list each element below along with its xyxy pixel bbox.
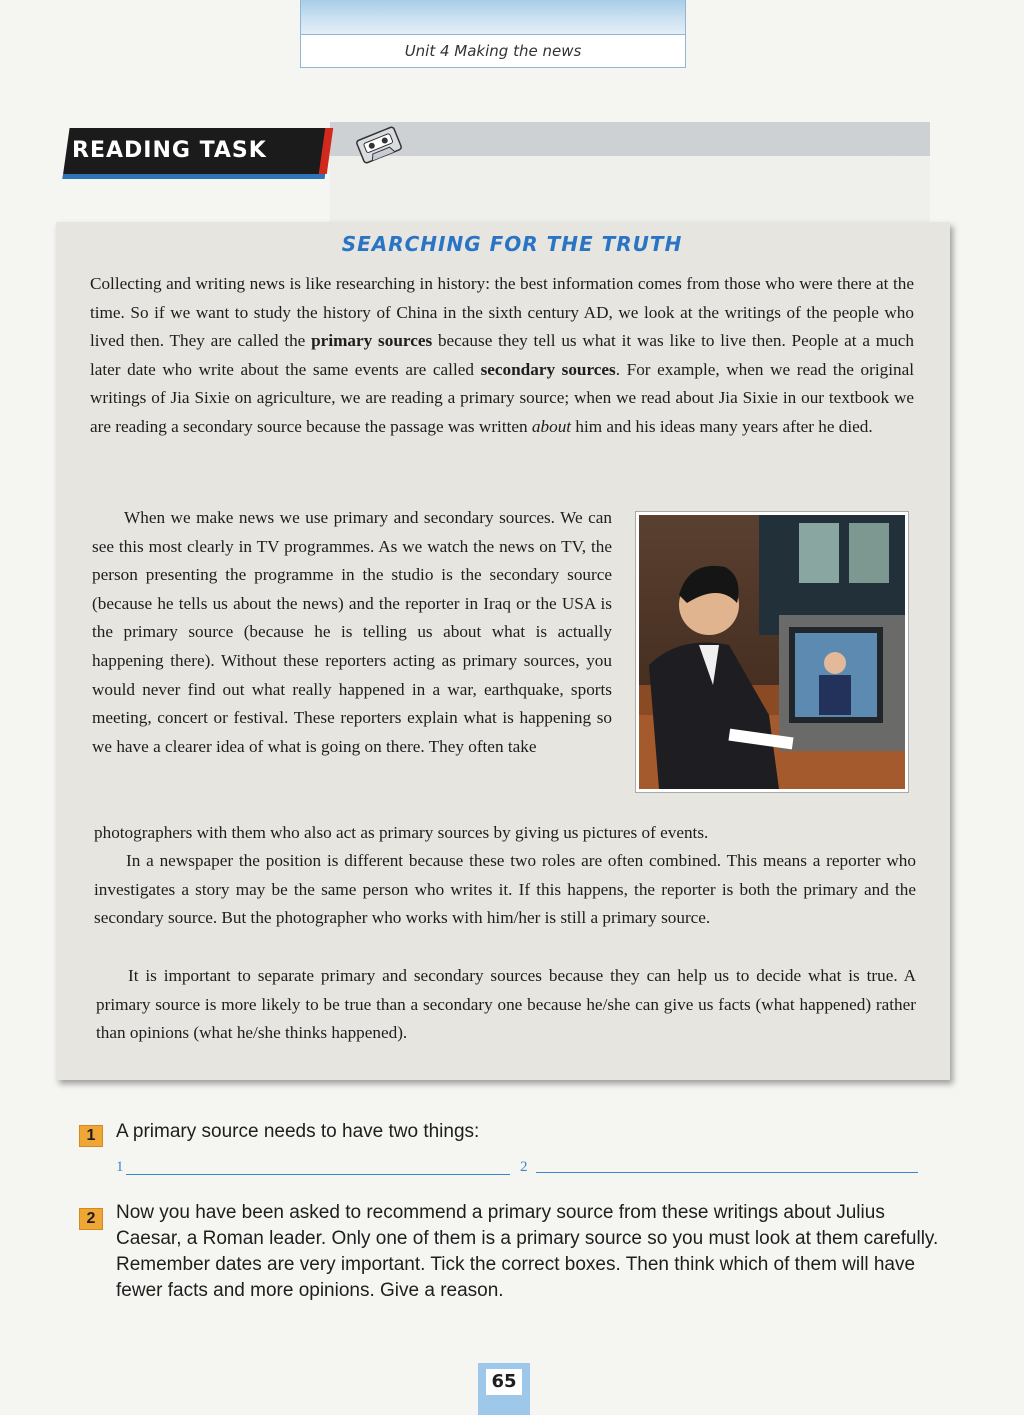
question-1-badge: 1 bbox=[79, 1125, 103, 1147]
paragraph-3: In a newspaper the position is different because these two roles are often combined. This means a reporter who investigates a story may be the same person who writes it. If this happens, the reporter is both the primary and the secondary source. But the photographer who works with him/her is still a primary source. bbox=[94, 851, 916, 928]
page-number: 65 bbox=[486, 1369, 522, 1395]
answer-2-line[interactable] bbox=[536, 1172, 918, 1173]
page-number-tab bbox=[478, 1363, 530, 1415]
answer-1-line[interactable] bbox=[126, 1174, 510, 1175]
paragraph-4: It is important to separate primary and secondary sources because they can help us to decide what is true. A primary source is more likely to be true than a secondary one because he/she can give us facts (what happened) rather than opinions (what he/she thinks happened). bbox=[96, 966, 916, 1043]
answer-2-label: 2 bbox=[520, 1159, 528, 1175]
reading-task-label: READING TASK bbox=[72, 138, 267, 163]
unit-header bbox=[300, 0, 686, 68]
question-2-badge: 2 bbox=[79, 1208, 103, 1230]
answer-1-label: 1 bbox=[116, 1159, 124, 1175]
news-studio-photo bbox=[636, 512, 908, 792]
article-title: SEARCHING FOR THE TRUTH bbox=[341, 232, 683, 256]
question-2-text: Now you have been asked to recommend a primary source from these writings about Julius Caesar, a Roman leader. Only one of them is a primary source so you must look at them carefully. Remember dates are very important. Tick the correct boxes. Then think which of them will have fewer facts and more opinions. Give a reason. bbox=[116, 1202, 939, 1301]
paragraph-2-end: photographers with them who also act as primary sources by giving us pictures of events. bbox=[94, 823, 709, 842]
unit-title: Unit 4 Making the news bbox=[404, 42, 582, 60]
question-1-text: A primary source needs to have two things: bbox=[116, 1121, 480, 1142]
paragraph-2: When we make news we use primary and secondary sources. We can see this most clearly in TV programmes. As we watch the news on TV, the person presenting the programme in the studio is the secondary source (because he tells us about the news) and the reporter in Iraq or the USA is the primary source (because he is telling us about what is actually happening there). Without these reporters acting as primary sources, you would never find out what really happened in a war, earthquake, sports meeting, concert or festival. These reporters explain what is happening so we have a clearer idea of what is going on there. They often take bbox=[92, 508, 612, 756]
studio-illustration bbox=[639, 515, 905, 789]
paragraph-1: Collecting and writing news is like researching in history: the best information comes from those who were there at the time. So if we want to study the history of China in the sixth century AD, we look at the writings of the people who lived then. They are called the primary sources because they tell us what it was like to live then. People at a much later date who write about the same events are called secondary sources. For example, when we read the original writings of Jia Sixie on agriculture, we are reading a primary source; when we read about Jia Sixie in our textbook we are reading a secondary source because the passage was written about him and his ideas many years after he died. bbox=[90, 274, 914, 436]
header-sky-image bbox=[301, 0, 685, 35]
